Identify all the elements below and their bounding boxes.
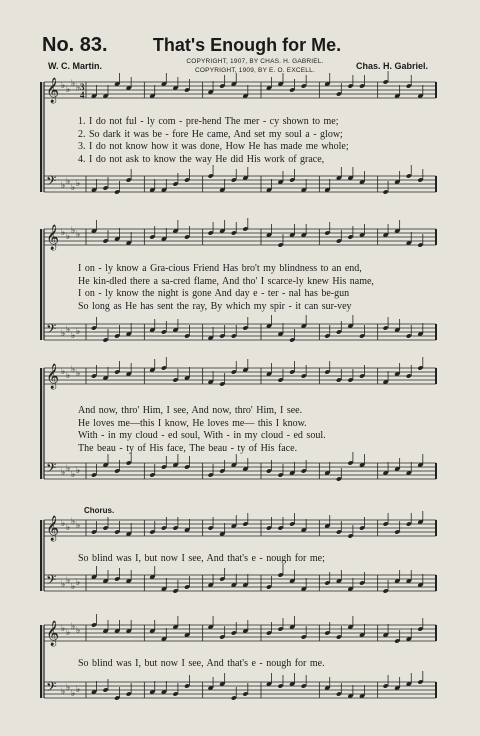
- svg-text:♭: ♭: [76, 520, 81, 530]
- treble-clef-icon: 𝄞: [46, 364, 60, 389]
- svg-text:♭: ♭: [76, 82, 81, 92]
- chorus-line-2: So blind was I, but now I see, And that's e - nough for me.: [78, 658, 325, 669]
- lyricist-credit: W. C. Martin.: [48, 61, 102, 71]
- verse-4-line-1: 4. I do not ask to know the way He did His work of grace,: [78, 153, 325, 165]
- svg-text:♭: ♭: [76, 625, 81, 635]
- treble-clef-icon: 𝄞: [46, 621, 60, 646]
- verse-3-line-1: 3. I do not know how it was done, How He has made me whole;: [78, 141, 349, 152]
- svg-text:♭: ♭: [66, 84, 71, 94]
- bass-clef-icon: 𝄢: [46, 679, 57, 698]
- svg-text:♭: ♭: [66, 324, 71, 334]
- svg-text:♭: ♭: [66, 575, 71, 585]
- bass-clef-icon: 𝄢: [46, 460, 57, 479]
- svg-text:♭: ♭: [76, 229, 81, 239]
- svg-text:♭: ♭: [76, 577, 81, 587]
- copyright-line-1: COPYRIGHT, 1907, BY CHAS. H. GABRIEL.: [186, 58, 324, 65]
- key-signature-b2: ♭: [61, 467, 66, 477]
- time-signature-bottom: 4: [80, 90, 85, 100]
- key-signature-t1: ♭: [61, 227, 66, 237]
- treble-clef-icon: 𝄞: [46, 225, 60, 250]
- svg-text:♭: ♭: [76, 368, 81, 378]
- verse-1-line-1: 1. I do not ful - ly com - pre-hend The mer - cy shown to me;: [78, 116, 339, 127]
- lyrics-system-1: [78, 116, 438, 166]
- hymn-title: That's Enough for Me.: [152, 35, 342, 55]
- key-signature-t0: ♭: [61, 80, 66, 90]
- verse-1-line-2: I on - ly know a Gra-cious Friend Has bro't my blindness to an end,: [78, 263, 362, 274]
- svg-text:♭: ♭: [66, 231, 71, 241]
- verse-4-line-2: So long as He has sent the ray, By which my spir - it can sur-vey: [78, 300, 352, 312]
- key-signature-t2: ♭: [61, 366, 66, 376]
- key-signature-b4: ♭: [61, 686, 66, 696]
- svg-text:♭: ♭: [71, 688, 76, 698]
- time-signature-top: 3: [80, 82, 85, 92]
- svg-text:♭: ♭: [71, 78, 76, 88]
- svg-text:♭: ♭: [66, 463, 71, 473]
- treble-clef-icon: 𝄞: [46, 516, 60, 541]
- copyright-line-2: COPYRIGHT, 1909, BY E. O. EXCELL.: [195, 67, 315, 74]
- svg-text:♭: ♭: [71, 516, 76, 526]
- svg-text:♭: ♭: [66, 627, 71, 637]
- hymn-number: No. 83.: [42, 34, 108, 56]
- verse-3-line-2: I on - ly know the night is gone And day e - ter - nal has be-gun: [78, 288, 350, 299]
- verse-3-line-3: With - in my cloud - ed soul, With - in my cloud - ed soul.: [78, 430, 326, 441]
- chorus-lyrics-2: [78, 658, 438, 671]
- bass-clef-icon: 𝄢: [46, 572, 57, 591]
- svg-text:♭: ♭: [76, 178, 81, 188]
- svg-text:♭: ♭: [66, 682, 71, 692]
- key-signature-b1: ♭: [61, 328, 66, 338]
- svg-text:♭: ♭: [71, 330, 76, 340]
- key-signature-t3: ♭: [61, 518, 66, 528]
- key-signature-b3: ♭: [61, 579, 66, 589]
- treble-clef-icon: 𝄞: [46, 78, 60, 103]
- chorus-label: Chorus.: [84, 506, 115, 515]
- svg-text:♭: ♭: [66, 370, 71, 380]
- verse-2-line-3: He loves me—this I know, He loves me— this I know.: [78, 417, 307, 429]
- bass-clef-icon: 𝄢: [46, 173, 57, 192]
- key-signature-t4: ♭: [61, 623, 66, 633]
- verse-2-line-2: He kin-dled there a sa-cred flame, And tho' I scarce-ly knew His name,: [78, 275, 374, 287]
- svg-text:♭: ♭: [76, 684, 81, 694]
- chorus-lyrics-1: [78, 553, 438, 566]
- bass-clef-icon: 𝄢: [46, 321, 57, 340]
- svg-text:♭: ♭: [66, 176, 71, 186]
- verse-2-line-1: 2. So dark it was be - fore He came, And set my soul a - glow;: [78, 128, 343, 140]
- verse-1-line-3: And now, thro' Him, I see, And now, thro' Him, I see.: [78, 405, 303, 416]
- svg-text:♭: ♭: [71, 581, 76, 591]
- svg-text:♭: ♭: [71, 621, 76, 631]
- svg-text:♭: ♭: [71, 225, 76, 235]
- svg-text:♭: ♭: [76, 465, 81, 475]
- svg-text:♭: ♭: [71, 182, 76, 192]
- key-signature-b0: ♭: [61, 180, 66, 190]
- lyrics-system-3: [78, 405, 438, 455]
- lyrics-system-2: [78, 263, 438, 313]
- chorus-line-1: So blind was I, but now I see, And that's e - nough for me;: [78, 553, 325, 564]
- svg-text:♭: ♭: [71, 364, 76, 374]
- composer-credit: Chas. H. Gabriel.: [355, 61, 428, 71]
- svg-text:♭: ♭: [66, 522, 71, 532]
- verse-4-line-3: The beau - ty of His face, The beau - ty of His face.: [78, 442, 298, 454]
- svg-text:♭: ♭: [76, 326, 81, 336]
- svg-text:♭: ♭: [71, 469, 76, 479]
